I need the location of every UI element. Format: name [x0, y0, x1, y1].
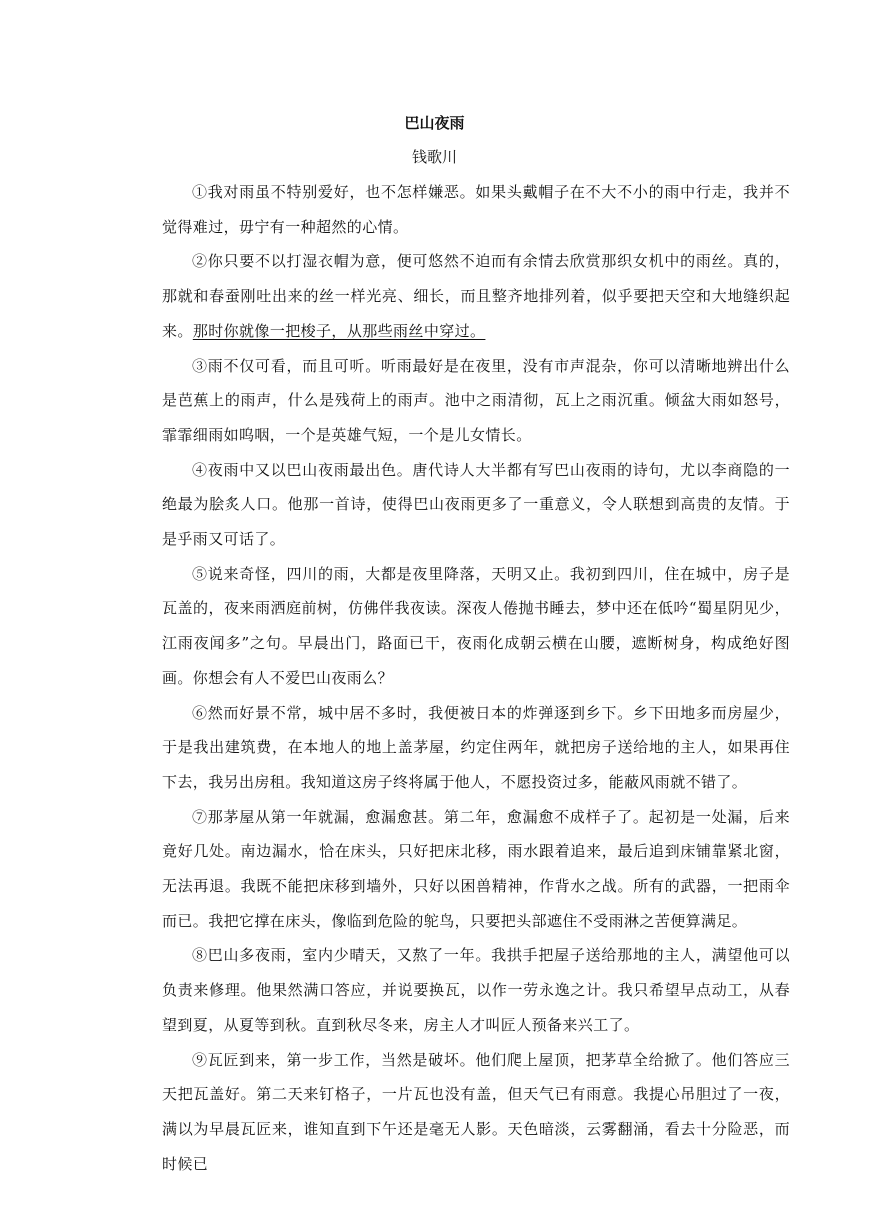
paragraph-2	[162, 244, 790, 348]
underlined-sentence: 那时你就像一把梭子，从那些雨丝中穿过。	[192, 321, 486, 340]
paragraph-3: ③雨不仅可看，而且可听。听雨最好是在夜里，没有市声混杂，你可以清晰地辨出什么是芭蕉上的雨声，什么是残荷上的雨声。池中之雨清彻，瓦上之雨沉重。倾盆大雨如怒号，霏霏细雨如呜咽，一个是英雄气短，一个是儿女情长。	[162, 356, 790, 444]
author-name: 钱歌川	[411, 148, 457, 166]
paragraph-2-text: ②你只要不以打湿衣帽为意，便可悠然不迫而有余情去欣赏那织女机中的雨丝。真的，那就和春蚕刚吐出来的丝一样光亮、细长，而且整齐地排列着，似乎要把天空和大地缝织起来。	[162, 252, 790, 340]
paragraph-8: ⑧巴山多夜雨，室内少晴天，又熬了一年。我拱手把屋子送给那地的主人，满望他可以负责来修理。他果然满口答应，并说要换瓦，以作一劳永逸之计。我只希望早点动工，从春望到夏，从夏等到秋。直到秋尽冬来，房主人才叫匠人预备来兴工了。	[162, 946, 790, 1034]
article-body	[162, 175, 790, 1181]
paragraph-7: ⑦那茅屋从第一年就漏，愈漏愈甚。第二年，愈漏愈不成样子了。起初是一处漏，后来竟好几处。南边漏水，恰在床头，只好把床北移，雨水跟着追来，最后追到床铺靠紧北窗，无法再退。我既不能把床移到墙外，只好以困兽精神，作背水之战。所有的武器，一把雨伞而已。我把它撑在床头，像临到危险的鸵鸟，只要把头部遮住不受雨淋之苦便算满足。	[162, 807, 790, 930]
paragraph-6: ⑥然而好景不常，城中居不多时，我便被日本的炸弹逐到乡下。乡下田地多而房屋少，于是我出建筑费，在本地人的地上盖茅屋，约定住两年，就把房子送给地的主人，如果再住下去，我另出房租。我知道这房子终将属于他人，不愿投资过多，能蔽风雨就不错了。	[162, 703, 790, 791]
paragraph-4: ④夜雨中又以巴山夜雨最出色。唐代诗人大半都有写巴山夜雨的诗句，尤以李商隐的一绝最为脍炙人口。他那一首诗，使得巴山夜雨更多了一重意义，令人联想到高贵的友情。于是乎雨又可话了。	[162, 460, 790, 549]
paragraph-1: ①我对雨虽不特别爱好，也不怎样嫌恶。如果头戴帽子在不大不小的雨中行走，我并不觉得难过，毋宁有一种超然的心情。	[162, 183, 790, 236]
paragraph-5: ⑤说来奇怪，四川的雨，大都是夜里降落，天明又止。我初到四川，住在城中，房子是瓦盖的，夜来雨洒庭前树，仿佛伴我夜读。深夜人倦抛书睡去，梦中还在低吟“蜀星阴见少，江雨夜闻多”之句。早晨出门，路面已干，夜雨化成朝云横在山腰，遮断树身，构成绝好图画。你想会有人不爱巴山夜雨么？	[162, 564, 790, 687]
document-title: 巴山夜雨	[404, 114, 465, 132]
paragraph-9: ⑨瓦匠到来，第一步工作，当然是破坏。他们爬上屋顶，把茅草全给掀了。他们答应三天把瓦盖好。第二天来钉格子，一片瓦也没有盖，但天气已有雨意。我提心吊胆过了一夜，满以为早晨瓦匠来，谁知直到下午还是毫无人影。天色暗淡，云雾翻涌，看去十分险恶，而时候已	[162, 1050, 790, 1173]
